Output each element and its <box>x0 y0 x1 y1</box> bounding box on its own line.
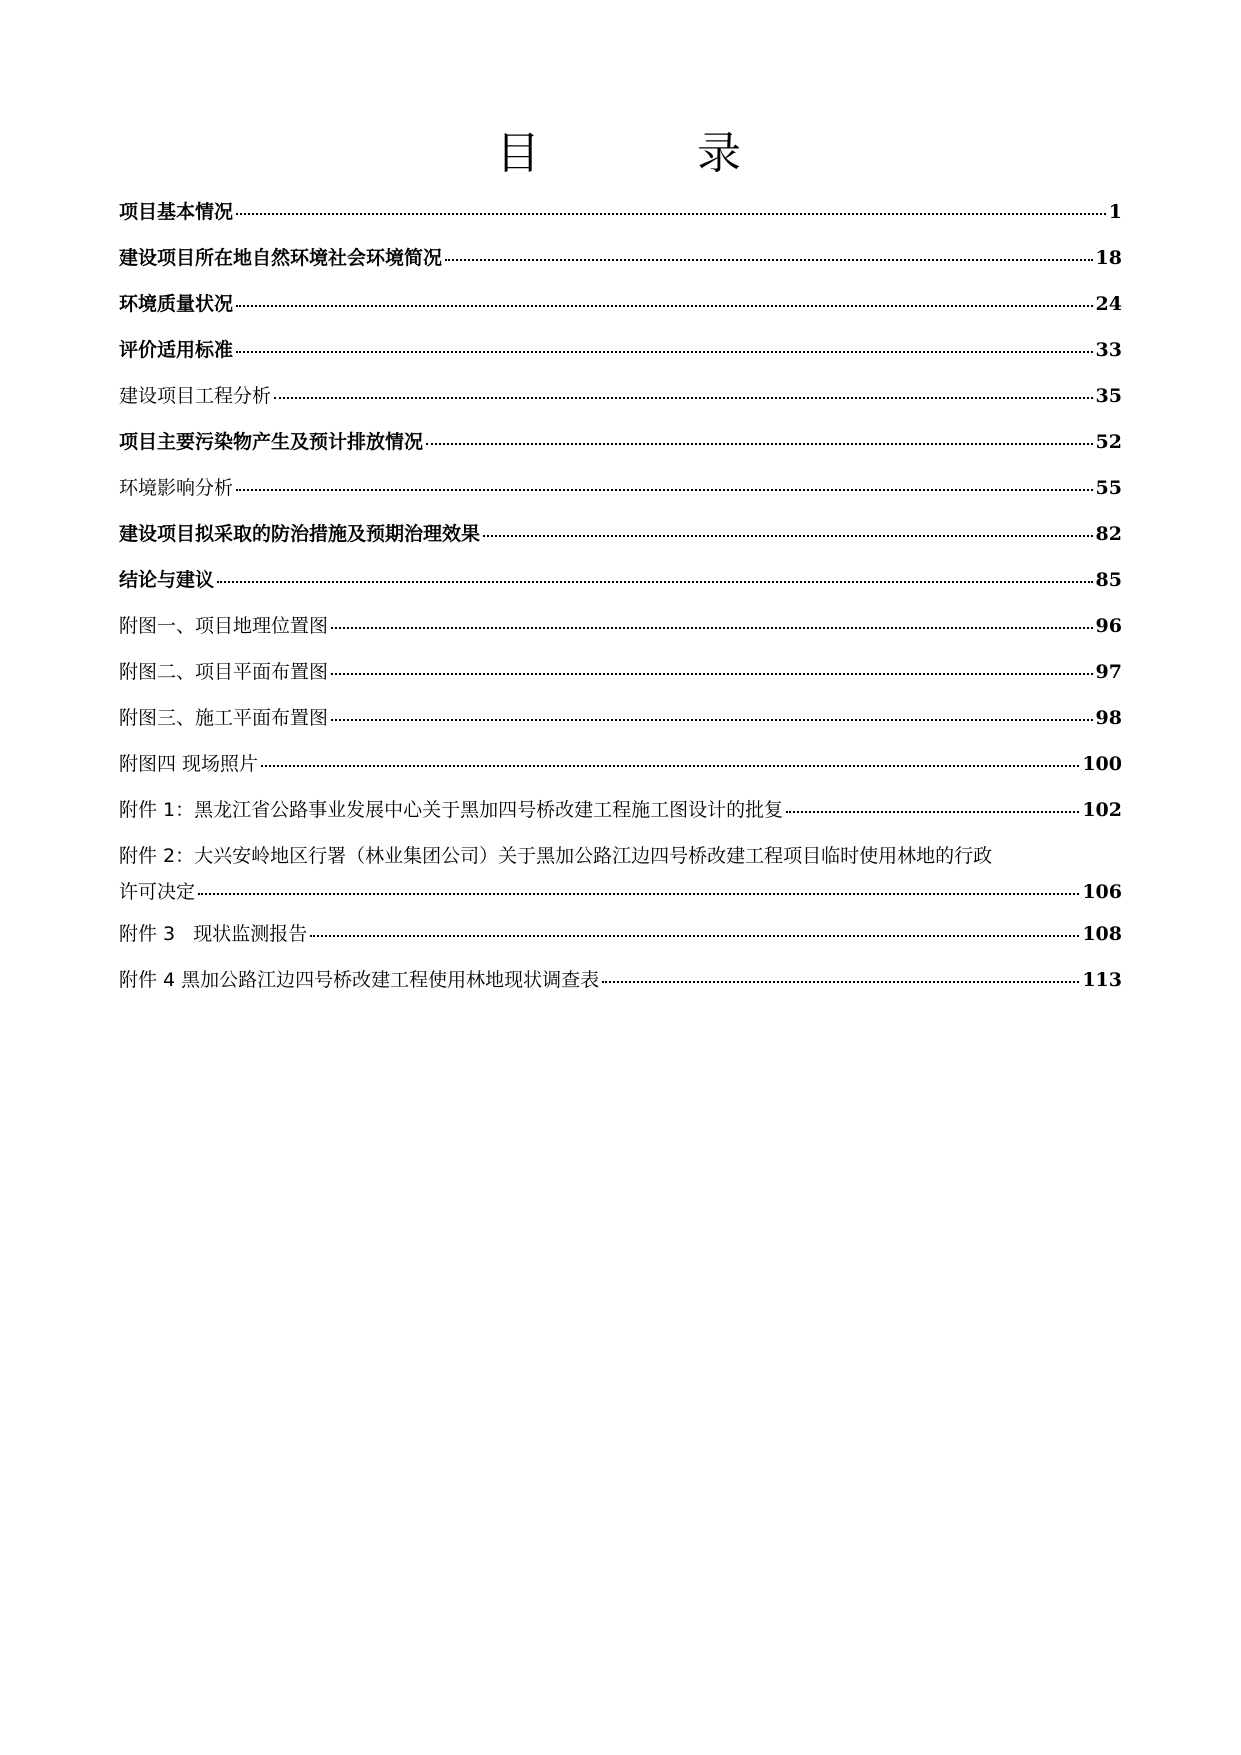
toc-page-number: 24 <box>1095 293 1122 315</box>
toc-page-number: 106 <box>1082 881 1122 903</box>
toc-entry-figure-1[interactable] <box>119 611 1122 657</box>
toc-dot-leader <box>445 258 1093 261</box>
toc-entry-title: 附图四 现场照片 <box>119 753 259 775</box>
page-title <box>0 128 1241 188</box>
toc-entry-title: 评价适用标准 <box>119 339 234 361</box>
toc-entry-prevention-measures[interactable] <box>119 519 1122 565</box>
toc-dot-leader <box>217 580 1093 583</box>
toc-dot-leader <box>236 304 1093 307</box>
toc-dot-leader <box>331 626 1093 629</box>
toc-entry-title-line-2: 许可决定 <box>119 881 196 903</box>
toc-dot-leader <box>310 934 1079 937</box>
toc-dot-leader <box>483 534 1093 537</box>
toc-entry-project-basics[interactable] <box>119 197 1122 243</box>
toc-entry-engineering-analysis[interactable] <box>119 381 1122 427</box>
toc-entry-environmental-quality[interactable] <box>119 289 1122 335</box>
toc-entry-title: 环境影响分析 <box>119 477 234 499</box>
toc-page-number: 52 <box>1095 431 1122 453</box>
toc-dot-leader <box>426 442 1093 445</box>
toc-page-number: 18 <box>1095 247 1122 269</box>
toc-entry-second-line <box>119 877 1122 907</box>
toc-entry-figure-3[interactable] <box>119 703 1122 749</box>
toc-entry-title: 附图三、施工平面布置图 <box>119 707 329 729</box>
toc-dot-leader <box>236 488 1093 491</box>
page-title-char-1: 目 <box>496 128 540 179</box>
toc-entry-title: 附件 3 现状监测报告 <box>119 923 308 945</box>
toc-page-number: 55 <box>1095 477 1122 499</box>
toc-page-number: 1 <box>1108 201 1122 223</box>
toc-page-number: 100 <box>1082 753 1122 775</box>
toc-dot-leader <box>274 396 1093 399</box>
toc-entry-figure-4[interactable] <box>119 749 1122 795</box>
toc-page-number: 96 <box>1095 615 1122 637</box>
toc-page-number: 85 <box>1095 569 1122 591</box>
toc-entry-attachment-1[interactable] <box>119 795 1122 841</box>
toc-dot-leader <box>602 980 1079 983</box>
toc-entry-title: 项目主要污染物产生及预计排放情况 <box>119 431 424 453</box>
toc-page-number: 33 <box>1095 339 1122 361</box>
toc-page-number: 35 <box>1095 385 1122 407</box>
toc-entry-impact-analysis[interactable] <box>119 473 1122 519</box>
toc-page-number: 98 <box>1095 707 1122 729</box>
toc-dot-leader <box>236 212 1106 215</box>
toc-entry-title: 附件 1：黑龙江省公路事业发展中心关于黑加四号桥改建工程施工图设计的批复 <box>119 799 784 821</box>
toc-page-number: 113 <box>1082 969 1122 991</box>
toc-dot-leader <box>786 810 1079 813</box>
toc-entry-title: 附图二、项目平面布置图 <box>119 661 329 683</box>
toc-entry-title: 建设项目拟采取的防治措施及预期治理效果 <box>119 523 481 545</box>
toc-entry-title: 附图一、项目地理位置图 <box>119 615 329 637</box>
toc-entry-title: 建设项目所在地自然环境社会环境简况 <box>119 247 443 269</box>
toc-entry-title: 附件 4 黑加公路江边四号桥改建工程使用林地现状调查表 <box>119 969 600 991</box>
page-title-char-2: 录 <box>697 128 741 179</box>
toc-entry-conclusions[interactable] <box>119 565 1122 611</box>
toc-entry-evaluation-standards[interactable] <box>119 335 1122 381</box>
toc-entry-title-line-1: 附件 2：大兴安岭地区行署（林业集团公司）关于黑加公路江边四号桥改建工程项目临时使用林地的行政 <box>119 845 993 867</box>
toc-dot-leader <box>236 350 1093 353</box>
toc-page-number: 97 <box>1095 661 1122 683</box>
toc-entry-attachment-4[interactable] <box>119 965 1122 1011</box>
toc-dot-leader <box>331 672 1093 675</box>
toc-entry-title: 建设项目工程分析 <box>119 385 272 407</box>
toc-dot-leader <box>198 892 1079 895</box>
toc-entry-natural-social-environment[interactable] <box>119 243 1122 289</box>
toc-page-number: 102 <box>1082 799 1122 821</box>
toc-dot-leader <box>261 764 1079 767</box>
toc-entry-figure-2[interactable] <box>119 657 1122 703</box>
toc-entry-attachment-2[interactable] <box>119 841 1122 919</box>
toc-dot-leader <box>331 718 1093 721</box>
toc-entry-title: 结论与建议 <box>119 569 215 591</box>
toc-page-number: 82 <box>1095 523 1122 545</box>
toc-page-number: 108 <box>1082 923 1122 945</box>
toc-entry-title: 项目基本情况 <box>119 201 234 223</box>
table-of-contents <box>119 197 1122 1011</box>
toc-entry-attachment-3[interactable] <box>119 919 1122 965</box>
toc-entry-pollutant-emissions[interactable] <box>119 427 1122 473</box>
toc-entry-title: 环境质量状况 <box>119 293 234 315</box>
